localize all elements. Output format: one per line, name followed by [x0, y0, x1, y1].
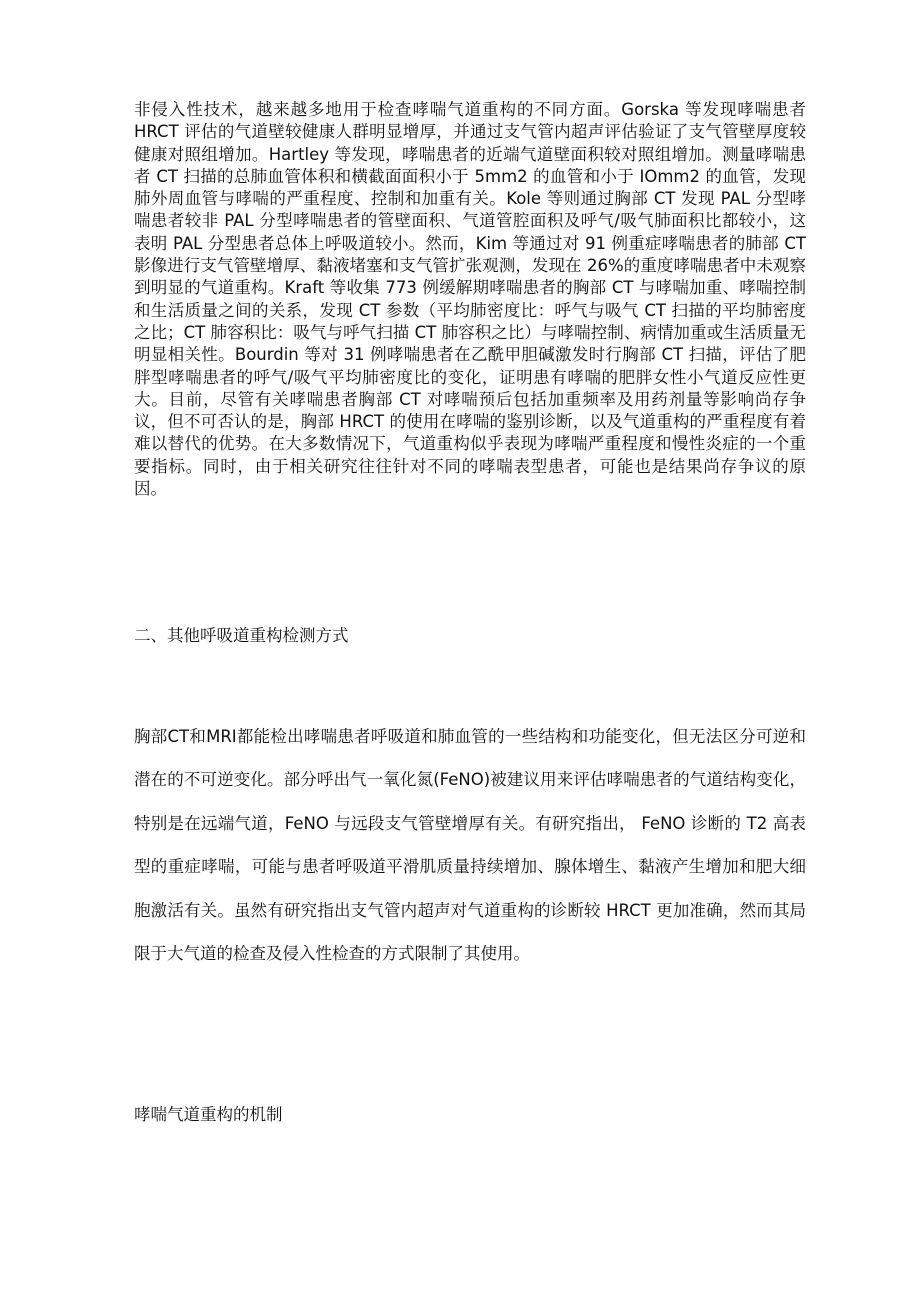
section-heading-mechanism: 哮喘气道重构的机制: [134, 1105, 283, 1124]
body-paragraph-ct-findings: 非侵入性技术，越来越多地用于检查哮喘气道重构的不同方面。Gorska 等发现哮喘患者 HRCT 评估的气道壁较健康人群明显增厚，并通过支气管内超声评估验证了支气管壁厚度较健康对照组增加。Hartley 等发现，哮喘患者的近端气道壁面积较对照组增加。测量哮喘患者 CT 扫描的总肺血管体积和横截面面积小于 5mm2 的血管和小于 IOmm2 的血管，发现肺外周血管与哮喘的严重程度、控制和加重有关。Kole 等则通过胸部 CT 发现 PAL 分型哮喘患者较非 PAL 分型哮喘患者的管壁面积、气道管腔面积及呼气/吸气肺面积比都较小，这表明 PAL 分型患者总体上呼吸道较小。然而，Kim 等通过对 91 例重症哮喘患者的肺部 CT 影像进行支气管壁增厚、黏液堵塞和支气管扩张观测，发现在 26%的重度哮喘患者中未观察到明显的气道重构。Kraft 等收集 773 例缓解期哮喘患者的胸部 CT 与哮喘加重、哮喘控制和生活质量之间的关系，发现 CT 参数（平均肺密度比：呼气与吸气 CT 扫描的平均肺密度之比；CT 肺容积比：吸气与呼气扫描 CT 肺容积之比）与哮喘控制、病情加重或生活质量无明显相关性。Bourdin 等对 31 例哮喘患者在乙酰甲胆碱激发时行胸部 CT 扫描，评估了肥胖型哮喘患者的呼气/吸气平均肺密度比的变化，证明患有哮喘的肥胖女性小气道反应性更大。目前，尽管有关哮喘患者胸部 CT 对哮喘预后包括加重频率及用药剂量等影响尚存争议，但不可否认的是，胸部 HRCT 的使用在哮喘的鉴别诊断，以及气道重构的严重程度有着难以替代的优势。在大多数情况下，气道重构似乎表现为哮喘严重程度和慢性炎症的一个重要指标。同时，由于相关研究往往针对不同的哮喘表型患者，可能也是结果尚存争议的原因。: [134, 100, 806, 499]
section-heading-other-methods: 二、其他呼吸道重构检测方式: [134, 626, 349, 645]
body-paragraph-other-methods: 胸部CT和MRI都能检出哮喘患者呼吸道和肺血管的一些结构和功能变化，但无法区分可逆和潜在的不可逆变化。部分呼出气一氧化氮(FeNO)被建议用来评估哮喘患者的气道结构变化，特别是在远端气道，FeNO 与远段支气管壁增厚有关。有研究指出， FeNO 诊断的 T2 高表型的重症哮喘，可能与患者呼吸道平滑肌质量持续增加、腺体增生、黏液产生增加和肥大细胞激活有关。虽然有研究指出支气管内超声对气道重构的诊断较 HRCT 更加准确，然而其局限于大气道的检查及侵入性检查的方式限制了其使用。: [134, 727, 806, 964]
